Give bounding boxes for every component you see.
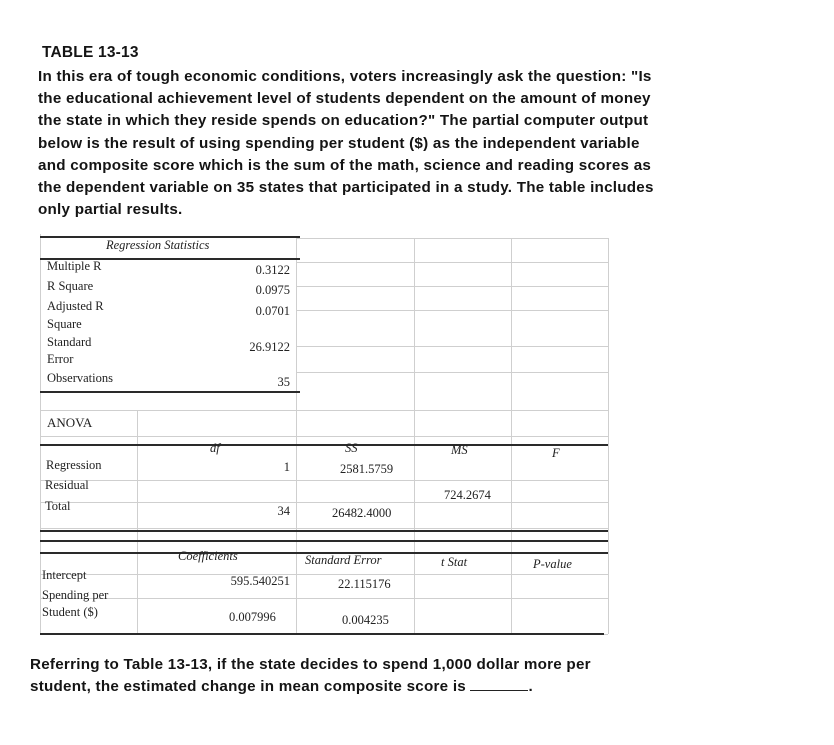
table-title: TABLE 13-13 xyxy=(42,44,139,61)
coef-header-p-value: P-value xyxy=(533,557,572,571)
question-line: and composite score which is the sum of the math, science and reading scores as xyxy=(38,156,652,174)
question-line: the educational achievement level of students dependent on the amount of money xyxy=(38,90,651,108)
footer-line: Referring to Table 13-13, if the state decides to spend 1,000 dollar more per xyxy=(30,656,591,673)
anova-header-ms: MS xyxy=(451,443,468,457)
stat-label-cont: Error xyxy=(47,352,74,366)
coef-value: 595.540251 xyxy=(230,574,290,588)
stat-label: Standard xyxy=(47,335,92,349)
coef-header-standard-error: Standard Error xyxy=(305,553,382,567)
regression-statistics-header: Regression Statistics xyxy=(106,238,210,252)
anova-label: ANOVA xyxy=(47,415,93,430)
question-line: In this era of tough economic conditions, voters increasingly ask the question: "Is xyxy=(38,68,652,85)
answer-blank xyxy=(470,676,528,691)
anova-ss: 2581.5759 xyxy=(340,462,394,476)
anova-header-ss: SS xyxy=(345,441,358,455)
anova-ss: 26482.4000 xyxy=(332,506,392,520)
footer-line xyxy=(30,676,800,698)
question-line: only partial results. xyxy=(38,201,183,219)
stat-value: 35 xyxy=(277,375,290,389)
anova-row-label: Regression xyxy=(46,458,102,472)
anova-ms: 724.2674 xyxy=(444,488,491,502)
coef-se: 0.004235 xyxy=(342,613,389,627)
stat-label: R Square xyxy=(47,279,94,293)
question-line: the dependent variable on 35 states that participated in a study. The table includes xyxy=(38,179,654,197)
stat-label: Multiple R xyxy=(47,259,102,273)
coef-row-label: Spending per xyxy=(42,588,109,602)
anova-row-label: Residual xyxy=(45,478,89,492)
rule xyxy=(40,540,608,542)
anova-df: 34 xyxy=(277,504,290,518)
coef-header-coefficients: Coefficients xyxy=(178,549,238,563)
footer-period: . xyxy=(528,678,533,695)
stat-value: 0.0975 xyxy=(255,283,290,297)
rule xyxy=(40,633,604,635)
stat-label: Observations xyxy=(47,371,113,385)
question-line: below is the result of using spending per student ($) as the independent variable xyxy=(38,134,640,152)
stat-label-cont: Square xyxy=(47,317,82,331)
stat-value: 0.3122 xyxy=(255,263,290,277)
coef-value: 0.007996 xyxy=(229,610,276,624)
anova-header-df: df xyxy=(210,441,220,455)
rule xyxy=(40,444,608,446)
rule xyxy=(40,530,608,532)
anova-df: 1 xyxy=(283,460,290,474)
stat-value: 0.0701 xyxy=(255,304,290,318)
anova-row-label: Total xyxy=(45,499,71,513)
anova-header-f: F xyxy=(552,446,560,460)
question-line: the state in which they reside spends on education?" The partial computer output xyxy=(38,112,649,130)
stat-value: 26.9122 xyxy=(249,340,290,354)
rule xyxy=(40,391,300,393)
question-text xyxy=(38,66,794,221)
coef-row-label: Intercept xyxy=(42,568,87,582)
coef-se: 22.115176 xyxy=(338,577,391,591)
stat-label: Adjusted R xyxy=(47,299,104,313)
footer-line-text: student, the estimated change in mean composite score is xyxy=(30,678,466,695)
footer-question xyxy=(30,654,800,698)
coef-row-label-cont: Student ($) xyxy=(42,605,98,619)
coef-header-t-stat: t Stat xyxy=(441,555,468,569)
